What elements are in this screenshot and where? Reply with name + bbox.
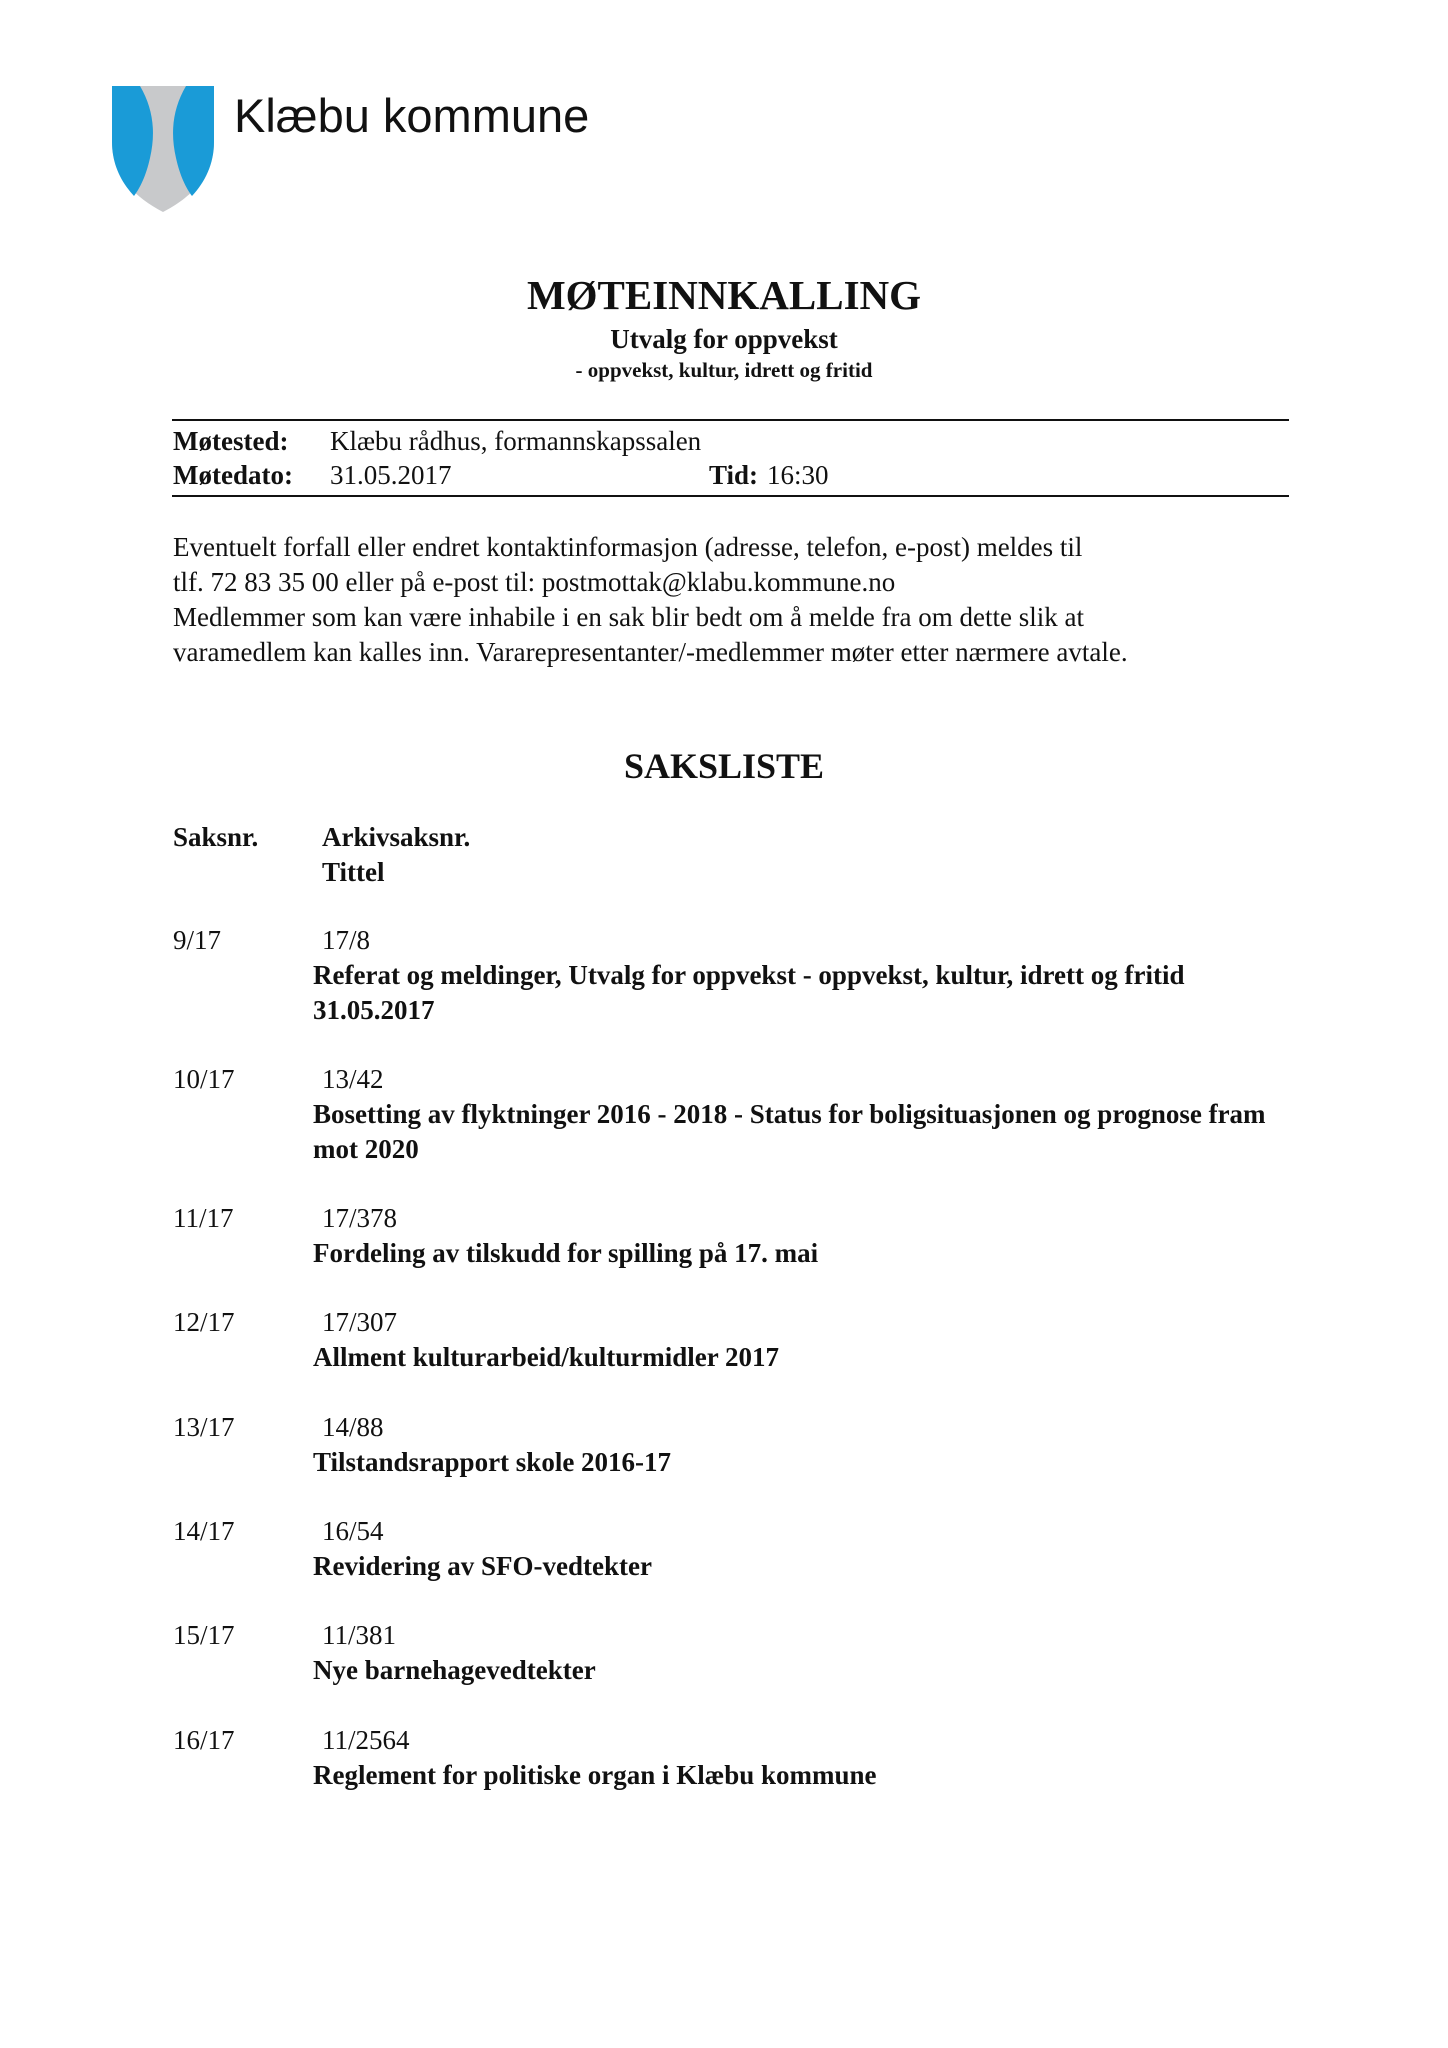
intro-line: Eventuelt forfall eller endret kontaktinformasjon (adresse, telefon, e-post) meldes til [173,532,1083,562]
agenda-item-saksnr: 9/17 [173,925,222,955]
agenda-item-arkivsaksnr: 16/54 [322,1516,384,1546]
agenda-item-arkivsaksnr: 11/381 [322,1620,396,1650]
agenda-item-saksnr: 14/17 [173,1516,235,1546]
meeting-date-label: Møtedato: [173,460,293,490]
intro-line: varamedlem kan kalles inn. Vararepresentanter/-medlemmer møter etter nærmere avtale. [173,637,1128,667]
agenda-item-title: Referat og meldinger, Utvalg for oppvekst - oppvekst, kultur, idrett og fritid 31.05.2017 [313,960,1185,1025]
meeting-date-value: 31.05.2017 [330,460,452,490]
column-header-saksnr: Saksnr. [173,822,259,852]
divider-top [172,419,1289,421]
meeting-time-value: 16:30 [767,460,829,490]
column-header-tittel: Tittel [322,857,385,887]
municipality-coat-of-arms-logo [110,84,216,214]
agenda-item-title: Tilstandsrapport skole 2016-17 [313,1447,672,1477]
intro-paragraph [173,530,1283,670]
agenda-item-saksnr: 12/17 [173,1307,235,1337]
agenda-item-arkivsaksnr: 17/8 [322,925,371,955]
agenda-item-title: Revidering av SFO-vedtekter [313,1551,652,1581]
intro-line: tlf. 72 83 35 00 eller på e-post til: postmottak@klabu.kommune.no [173,567,896,597]
agenda-item-title: Nye barnehagevedtekter [313,1655,596,1685]
agenda-item-title: Allment kulturarbeid/kulturmidler 2017 [313,1342,780,1372]
agenda-item-saksnr: 16/17 [173,1725,235,1755]
agenda-item-arkivsaksnr: 13/42 [322,1064,384,1094]
committee-subtitle: - oppvekst, kultur, idrett og fritid [575,358,873,382]
agenda-item-saksnr: 15/17 [173,1620,235,1650]
meeting-place-row [173,424,702,458]
divider-bottom [172,495,1289,497]
column-header-arkivsaksnr: Arkivsaksnr. [322,822,471,852]
agenda-item-arkivsaksnr: 17/378 [322,1203,398,1233]
agenda-item-title: Fordeling av tilskudd for spilling på 17. mai [313,1238,819,1268]
agenda-item-arkivsaksnr: 17/307 [322,1307,398,1337]
organization-name: Klæbu kommune [234,89,590,142]
document-title: MØTEINNKALLING [526,272,922,318]
agenda-item-saksnr: 10/17 [173,1064,235,1094]
agenda-item-saksnr: 13/17 [173,1412,235,1442]
intro-line: Medlemmer som kan være inhabile i en sak blir bedt om å melde fra om dette slik at [173,602,1084,632]
agenda-heading: SAKSLISTE [623,746,825,786]
agenda-item-arkivsaksnr: 11/2564 [322,1725,410,1755]
agenda-item-saksnr: 11/17 [173,1203,234,1233]
agenda-item-title: Bosetting av flyktninger 2016 - 2018 - Status for boligsituasjonen og prognose fram mot 2020 [313,1099,1266,1164]
meeting-date-row [173,458,829,492]
agenda-item-arkivsaksnr: 14/88 [322,1412,384,1442]
meeting-place-label: Møtested: [173,426,289,456]
agenda-item-title: Reglement for politiske organ i Klæbu kommune [313,1760,877,1790]
committee-name: Utvalg for oppvekst [610,324,838,354]
meeting-place-value: Klæbu rådhus, formannskapssalen [330,426,702,456]
meeting-time-label: Tid: [709,460,759,490]
